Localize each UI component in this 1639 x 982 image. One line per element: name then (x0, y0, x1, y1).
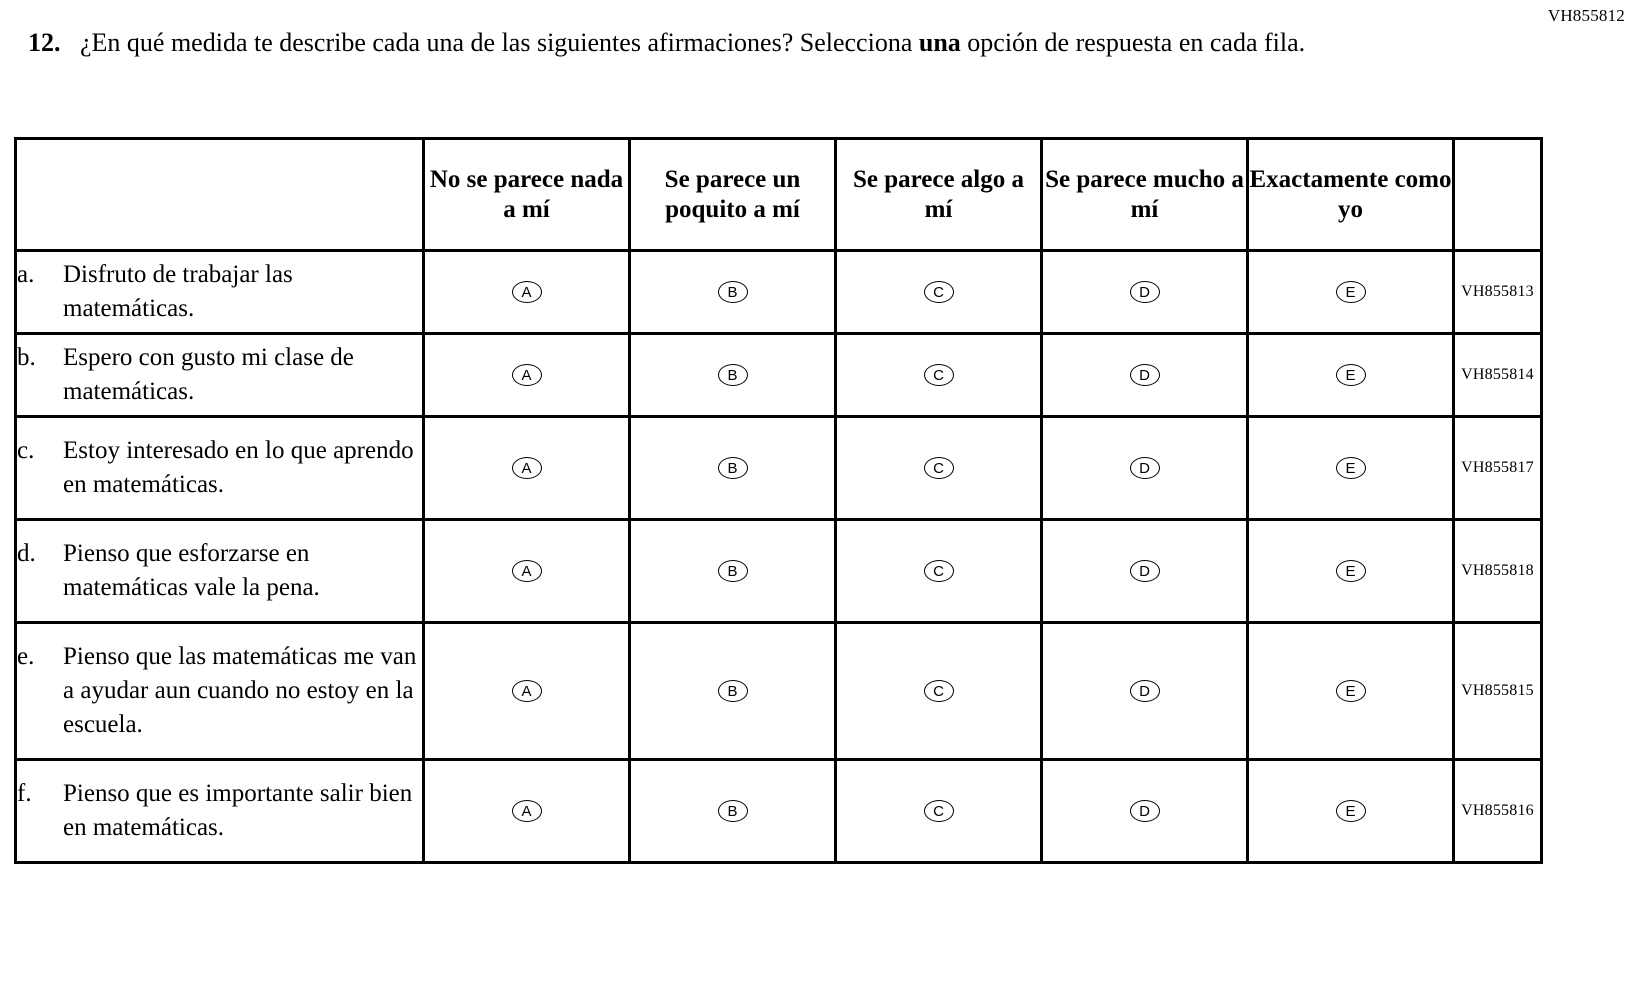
radio-e-4[interactable] (1042, 623, 1248, 760)
item-code-top: VH855812 (1547, 6, 1625, 25)
row-statement-f (16, 760, 424, 863)
radio-e-2[interactable] (630, 623, 836, 760)
row-statement-d (16, 520, 424, 623)
bubble-letter[interactable]: A (512, 560, 542, 582)
header-option-e: Exactamente como yo (1248, 139, 1454, 251)
bubble-letter[interactable]: B (718, 281, 748, 303)
radio-a-2[interactable] (630, 251, 836, 334)
radio-d-3[interactable] (836, 520, 1042, 623)
header-option-a: No se parece nada a mí (424, 139, 630, 251)
bubble-letter[interactable]: B (718, 457, 748, 479)
bubble-letter[interactable]: C (924, 800, 954, 822)
radio-b-4[interactable] (1042, 334, 1248, 417)
bubble-letter[interactable]: E (1336, 560, 1366, 582)
radio-c-2[interactable] (630, 417, 836, 520)
row-letter-a: a. (17, 261, 35, 288)
bubble-letter[interactable]: D (1130, 364, 1160, 386)
row-letter-f: f. (17, 780, 32, 807)
table-row (16, 623, 1542, 760)
bubble-letter[interactable]: E (1336, 364, 1366, 386)
bubble-letter[interactable]: B (718, 800, 748, 822)
row-code-b: VH855814 (1454, 334, 1542, 417)
radio-b-3[interactable] (836, 334, 1042, 417)
bubble-letter[interactable]: B (718, 680, 748, 702)
bubble-letter[interactable]: A (512, 364, 542, 386)
table-row (16, 251, 1542, 334)
question-text (80, 24, 1305, 61)
bubble-letter[interactable]: B (718, 364, 748, 386)
bubble-letter[interactable]: C (924, 364, 954, 386)
bubble-letter[interactable]: D (1130, 800, 1160, 822)
row-text-c: Estoy interesado en lo que aprendo en matemáticas. (63, 437, 414, 498)
radio-a-3[interactable] (836, 251, 1042, 334)
radio-f-3[interactable] (836, 760, 1042, 863)
radio-f-1[interactable] (424, 760, 630, 863)
bubble-letter[interactable]: E (1336, 680, 1366, 702)
row-statement-b (16, 334, 424, 417)
bubble-letter[interactable]: D (1130, 560, 1160, 582)
header-blank-left (16, 139, 424, 251)
bubble-letter[interactable]: A (512, 457, 542, 479)
question-text-part1: ¿En qué medida te describe cada una de las siguientes afirmaciones? Selecciona (80, 28, 919, 57)
response-matrix (14, 137, 1534, 864)
radio-f-5[interactable] (1248, 760, 1454, 863)
bubble-letter[interactable]: D (1130, 680, 1160, 702)
row-text-f: Pienso que es importante salir bien en matemáticas. (63, 780, 413, 841)
header-option-d: Se parece mucho a mí (1042, 139, 1248, 251)
bubble-letter[interactable]: E (1336, 281, 1366, 303)
bubble-letter[interactable]: C (924, 680, 954, 702)
radio-b-1[interactable] (424, 334, 630, 417)
row-letter-b: b. (17, 344, 36, 371)
row-statement-c (16, 417, 424, 520)
table-row (16, 417, 1542, 520)
matrix-table (14, 137, 1543, 864)
header-option-b: Se parece un poquito a mí (630, 139, 836, 251)
row-letter-e: e. (17, 643, 35, 670)
bubble-letter[interactable]: E (1336, 457, 1366, 479)
question-number: 12. (28, 28, 61, 57)
row-code-f: VH855816 (1454, 760, 1542, 863)
bubble-letter[interactable]: D (1130, 457, 1160, 479)
question-text-part2: opción de respuesta en cada fila. (960, 28, 1306, 57)
bubble-letter[interactable]: A (512, 281, 542, 303)
radio-c-1[interactable] (424, 417, 630, 520)
row-code-a: VH855813 (1454, 251, 1542, 334)
radio-a-1[interactable] (424, 251, 630, 334)
radio-f-4[interactable] (1042, 760, 1248, 863)
radio-c-3[interactable] (836, 417, 1042, 520)
row-code-d: VH855818 (1454, 520, 1542, 623)
radio-d-5[interactable] (1248, 520, 1454, 623)
row-text-b: Espero con gusto mi clase de matemáticas. (63, 344, 354, 405)
radio-f-2[interactable] (630, 760, 836, 863)
table-row (16, 760, 1542, 863)
row-code-c: VH855817 (1454, 417, 1542, 520)
row-text-d: Pienso que esforzarse en matemáticas vale la pena. (63, 540, 320, 601)
header-blank-right (1454, 139, 1542, 251)
question-text-bold: una (918, 28, 961, 57)
radio-a-5[interactable] (1248, 251, 1454, 334)
radio-c-5[interactable] (1248, 417, 1454, 520)
radio-a-4[interactable] (1042, 251, 1248, 334)
radio-d-4[interactable] (1042, 520, 1248, 623)
row-statement-a (16, 251, 424, 334)
matrix-header-row (16, 139, 1542, 251)
radio-e-3[interactable] (836, 623, 1042, 760)
bubble-letter[interactable]: A (512, 800, 542, 822)
matrix-body (16, 251, 1542, 863)
question-stem (28, 24, 1439, 61)
header-option-c: Se parece algo a mí (836, 139, 1042, 251)
row-letter-c: c. (17, 437, 35, 464)
row-text-e: Pienso que las matemáticas me van a ayudar aun cuando no estoy en la escuela. (63, 643, 417, 738)
bubble-letter[interactable]: B (718, 560, 748, 582)
table-row (16, 520, 1542, 623)
radio-b-5[interactable] (1248, 334, 1454, 417)
row-letter-d: d. (17, 540, 36, 567)
bubble-letter[interactable]: C (924, 281, 954, 303)
radio-b-2[interactable] (630, 334, 836, 417)
bubble-letter[interactable]: E (1336, 800, 1366, 822)
table-row (16, 334, 1542, 417)
radio-e-1[interactable] (424, 623, 630, 760)
row-statement-e (16, 623, 424, 760)
radio-e-5[interactable] (1248, 623, 1454, 760)
bubble-letter[interactable]: C (924, 457, 954, 479)
bubble-letter[interactable]: A (512, 680, 542, 702)
radio-c-4[interactable] (1042, 417, 1248, 520)
row-code-e: VH855815 (1454, 623, 1542, 760)
radio-d-2[interactable] (630, 520, 836, 623)
row-text-a: Disfruto de trabajar las matemáticas. (63, 261, 293, 322)
bubble-letter[interactable]: C (924, 560, 954, 582)
bubble-letter[interactable]: D (1130, 281, 1160, 303)
radio-d-1[interactable] (424, 520, 630, 623)
